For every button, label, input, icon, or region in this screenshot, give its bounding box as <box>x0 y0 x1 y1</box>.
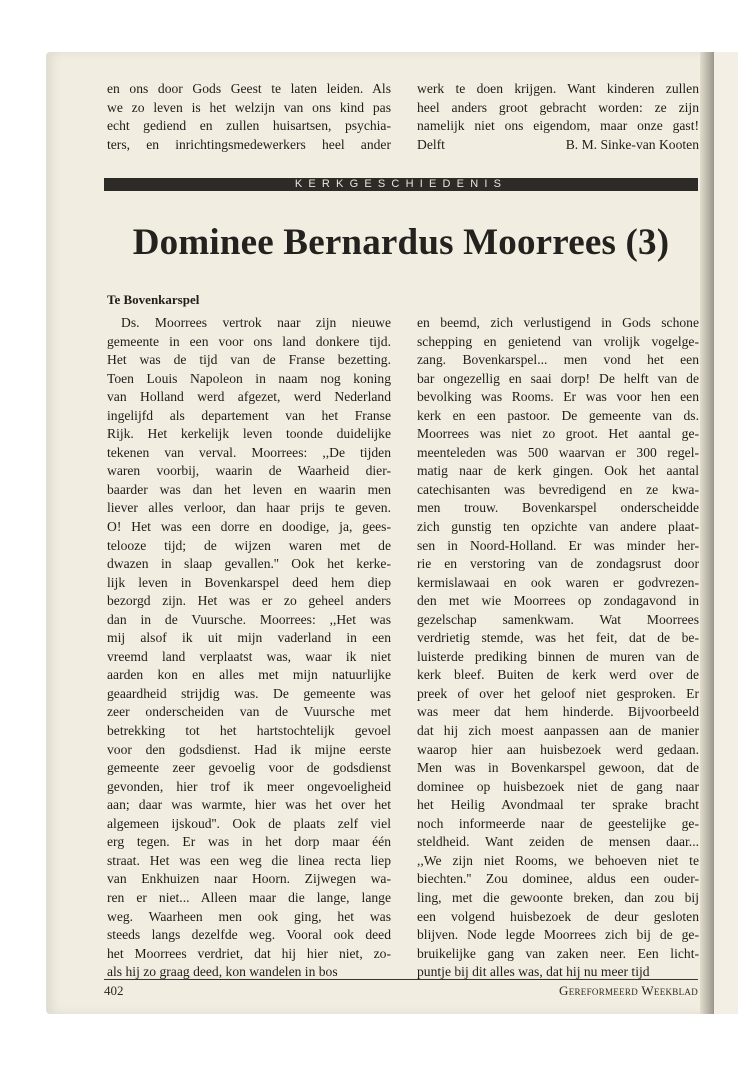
signature-line <box>417 136 699 155</box>
text-line: sen in Noord-Holland. Er was minder her- <box>417 537 699 553</box>
text-line: bevolking was Rooms. Er was voor hen een <box>417 389 699 405</box>
next-page-edge <box>714 52 738 1014</box>
text-line: verdrietig stemde, was het feit, dat de be- <box>417 630 699 646</box>
text-line: waarop hier aan huisbezoek werd gedaan. <box>417 741 699 757</box>
text-line: zich gunstig ten opzichte van andere plaat- <box>417 519 699 535</box>
text-line: namelijk niet ons eigendom, maar onze gast! <box>417 118 699 134</box>
text-line: O! Het was een dorre en doodige, ja, gees- <box>107 519 391 535</box>
text-line: vreemd land verplaatst was, waar ik niet <box>107 648 391 664</box>
text-line: ters, en inrichtingsmedewerkers heel ander <box>107 136 391 152</box>
text-line: en ons door Gods Geest te laten leiden. Als <box>107 81 391 96</box>
text-line: telooze tijd; de wijzen waren met de <box>107 537 391 553</box>
top-left-column <box>107 80 391 154</box>
text-line: Men was in Bovenkarspel gewoon, dat de <box>417 760 699 776</box>
text-line: als hij zo graag deed, kon wandelen in bos <box>107 964 338 980</box>
text-line: erg tegen. Er was in het dorp maar één <box>107 834 391 850</box>
text-line: straat. Het was een weg die linea recta liep <box>107 852 391 868</box>
text-line: men trouw. Bovenkarspel onderscheidde <box>417 500 699 516</box>
text-line: bezorgd zijn. Het was er zo geheel anders <box>107 593 391 609</box>
text-line: van Enkhuizen naar Hoorn. Zijwegen wa- <box>107 871 391 887</box>
text-line: Ds. Moorrees vertrok naar zijn nieuwe <box>121 315 391 330</box>
text-line: het Heilig Avondmaal ter sprake bracht <box>417 797 699 813</box>
text-line: werk te doen krijgen. Want kinderen zullen <box>417 81 699 96</box>
text-line: meenteleden was 500 waarvan er 300 regel- <box>417 444 699 460</box>
text-line: betrekking tot het hartstochtelijk gevoel <box>107 723 391 739</box>
text-line: geaardheid strijdig was. De gemeente was <box>107 685 391 701</box>
text-line: zeer onderscheiden van de Vuursche met <box>107 704 391 720</box>
page-gutter <box>700 52 714 1014</box>
page-number: 402 <box>104 983 124 998</box>
text-line: was meer dat hem hinderde. Bijvoorbeeld <box>417 704 699 720</box>
section-band <box>104 178 698 191</box>
text-line: gemeente zeer gevoelig voor de godsdienst <box>107 760 391 776</box>
text-line: dominee op huisbezoek niet de gang naar <box>417 778 699 794</box>
text-line: schepping en genietend van vrolijk vogelge- <box>417 333 699 349</box>
article-subheading: Te Bovenkarspel <box>107 292 200 307</box>
text-line: ingelijfd als departement van het Franse <box>107 407 391 423</box>
text-line: den met wie Moorrees op zondagavond in <box>417 593 699 609</box>
article-right-column <box>417 314 699 982</box>
text-line: dat hij zich moest aanpassen aan de manier <box>417 723 699 739</box>
text-line: ren er niet... Alleen maar die lange, lange <box>107 889 391 905</box>
text-line: catechisanten was bevredigend en ze kwa- <box>417 481 699 497</box>
text-line: het Moorrees verdriet, dat hij hier niet, zo- <box>107 945 391 961</box>
text-line: een volgend huisbezoek de deur gesloten <box>417 908 699 924</box>
text-line: waren voorbij, waarin de Waarheid dier- <box>107 463 391 479</box>
text-line: liever alles verloor, dan haar prijs te geven. <box>107 500 391 516</box>
text-line: echt gediend en zullen huisartsen, psychia- <box>107 118 391 134</box>
text-line: gezelschap samenkwam. Wat Moorrees <box>417 611 699 627</box>
text-line: Toen Louis Napoleon in naam nog koning <box>107 370 391 386</box>
text-line: lijk leven in Bovenkarspel deed hem diep <box>107 574 391 590</box>
signature-place: Delft <box>417 136 445 152</box>
text-line: gemeente in een voor ons land donkere tijd. <box>107 333 391 349</box>
text-line: bruikelijke gang van zaken neer. Een licht- <box>417 945 699 961</box>
text-line: we zo leven is het welzijn van ons kind pas <box>107 99 391 115</box>
footer-rule <box>104 979 698 980</box>
text-line: bar ongezellig en saai dorp! De helft van de <box>417 370 699 386</box>
text-line: ling, met die gewoonte breken, dan zou bij <box>417 889 699 905</box>
text-line: heel anders groot gebracht worden: ze zijn <box>417 99 699 115</box>
text-line: aan; daar was warmte, hier was het over het <box>107 797 391 813</box>
section-label: KERKGESCHIEDENIS <box>294 178 508 190</box>
text-line: kerk en een pastoor. De gemeente van ds. <box>417 407 699 423</box>
text-line: zang. Bovenkarspel... men vond het een <box>417 352 699 368</box>
text-line: steeds langs dezelfde weg. Vooral ook deed <box>107 927 391 943</box>
text-line: van Holland werd afgezet, werd Nederland <box>107 389 391 405</box>
top-right-column <box>417 80 699 154</box>
text-line: kerk bleef. Buiten de kerk werd over de <box>417 667 699 683</box>
text-line: en beemd, zich verlustigend in Gods schone <box>417 315 699 330</box>
text-line: blijven. Node legde Moorrees zich bij de ge- <box>417 927 699 943</box>
text-line: steldheid. Want zeiden de mensen daar... <box>417 834 699 850</box>
text-line: Rijk. Het kerkelijk leven toonde duidelijke <box>107 426 391 442</box>
article-title: Dominee Bernardus Moorrees (3) <box>132 222 670 263</box>
text-line: baarder was dan het leven en waarin men <box>107 481 391 497</box>
article-left-column <box>107 314 391 982</box>
text-line: preek of over het geloof niet gesproken. Er <box>417 685 699 701</box>
text-line: luisterde prediking binnen de muren van de <box>417 648 699 664</box>
text-line: tekenen van verval. Moorrees: ,,De tijden <box>107 444 391 460</box>
signature-author: B. M. Sinke-van Kooten <box>565 136 699 152</box>
text-line: voor den godsdienst. Had ik mijne eerste <box>107 741 391 757</box>
text-line: dan in de Vuursche. Moorrees: ,,Het was <box>107 611 391 627</box>
text-line: rie en verstoring van de zondagsrust door <box>417 556 699 572</box>
text-line: matig naar de kerk gingen. Ook het aantal <box>417 463 699 479</box>
text-line: aarden kon en alles met mijn natuurlijke <box>107 667 391 683</box>
magazine-name: Gereformeerd Weekblad <box>559 983 698 998</box>
text-line: biechten.'' Zou dominee, aldus een ouder- <box>417 871 699 887</box>
text-line: mij alsof ik uit mijn vaderland in een <box>107 630 391 646</box>
text-line: noch informeerde naar de geestelijke ge- <box>417 815 699 831</box>
text-line: Moorrees was niet zo groot. Het aantal ge- <box>417 426 699 442</box>
text-line: dwazen in slaap gevallen.'' Ook het kerke- <box>107 556 391 572</box>
text-line: weg. Waarheen men ook ging, het was <box>107 908 391 924</box>
text-line: Het was de tijd van de Franse bezetting. <box>107 352 391 368</box>
text-line: kermislawaai en ook waren er godvrezen- <box>417 574 699 590</box>
text-line: gevonden, hier trof ik meer ongevoeligheid <box>107 778 391 794</box>
text-line: puntje bij dit alles was, dat hij nu meer tijd <box>417 964 650 980</box>
text-line: algemeen ijskoud''. Ook de plaats zelf viel <box>107 815 391 831</box>
text-line: ,,We zijn niet Rooms, we behoeven niet te <box>417 852 699 868</box>
